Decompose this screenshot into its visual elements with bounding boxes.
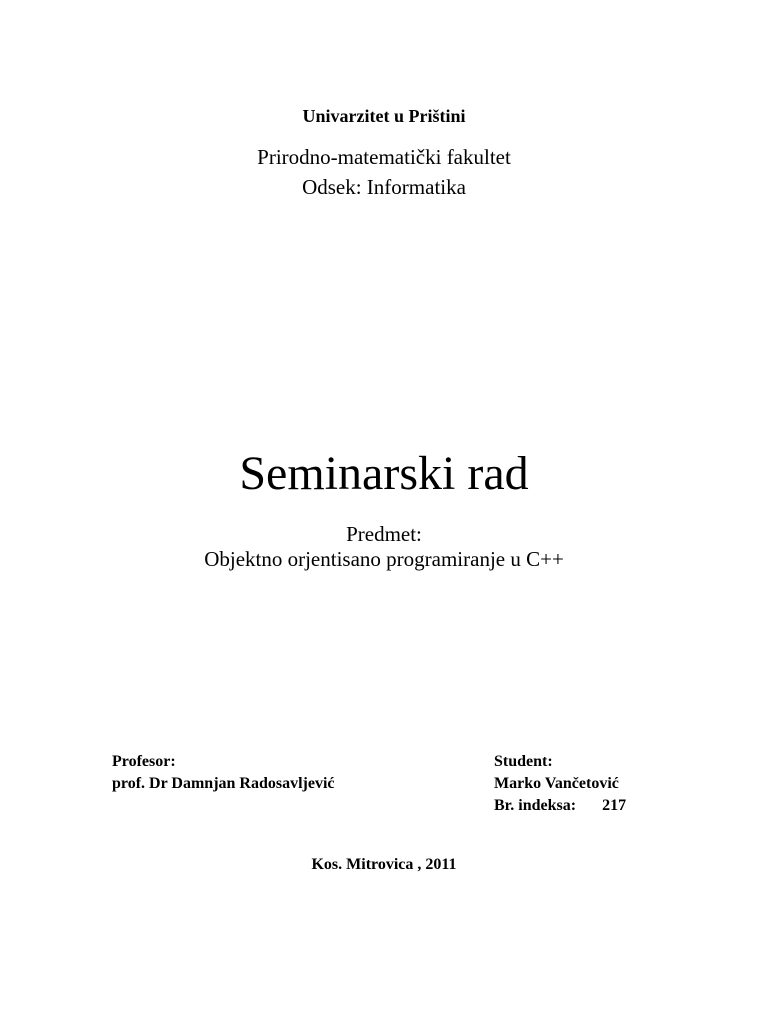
- student-label: Student:: [494, 753, 553, 770]
- index-label: Br. indeksa:: [494, 797, 577, 814]
- professor-label: Profesor:: [112, 753, 176, 770]
- place-and-date: Kos. Mitrovica , 2011: [311, 856, 457, 873]
- subject-label: Predmet:: [346, 522, 422, 546]
- department-name: Odsek: Informatika: [302, 175, 466, 199]
- faculty-name: Prirodno-matematički fakultet: [257, 145, 511, 169]
- document-title: Seminarski rad: [239, 447, 529, 500]
- professor-name: prof. Dr Damnjan Radosavljević: [112, 775, 335, 792]
- index-value: 217: [602, 797, 627, 814]
- university-name: Univarzitet u Prištini: [302, 106, 466, 126]
- student-name: Marko Vančetović: [494, 775, 619, 792]
- student-index: [494, 797, 626, 815]
- subject-name: Objektno orjentisano programiranje u C++: [204, 547, 564, 571]
